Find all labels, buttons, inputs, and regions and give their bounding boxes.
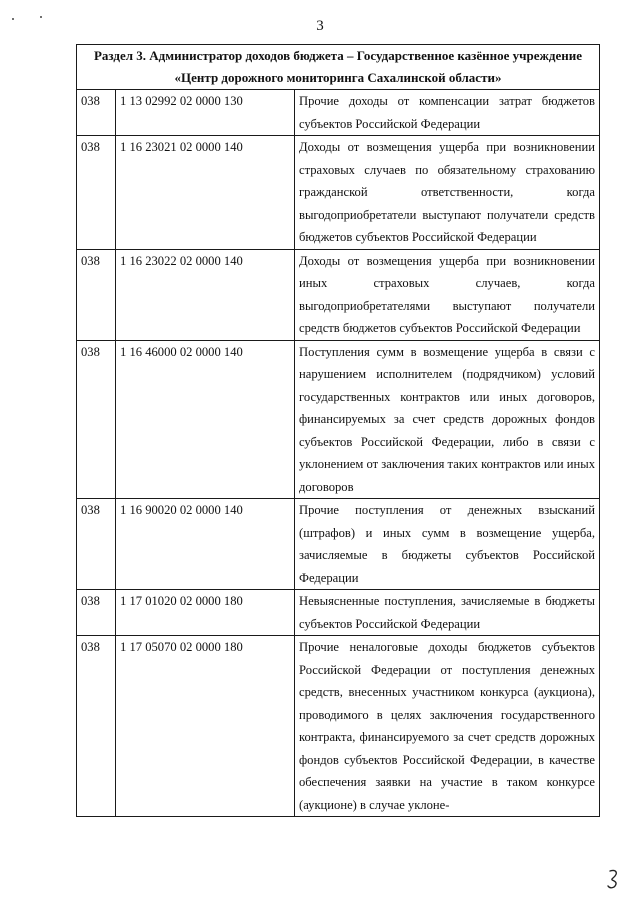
description-cell: Доходы от возмещения ущерба при возникновении иных страховых случаев, когда выгодоприобретателями выступают получатели средств бюджетов субъектов Российской Федерации bbox=[295, 249, 600, 340]
section-title-line-1: Раздел 3. Администратор доходов бюджета – Государственное казённое учреждение bbox=[93, 48, 583, 63]
kbk-code-cell: 1 16 23022 02 0000 140 bbox=[116, 249, 295, 340]
signature-mark bbox=[604, 867, 622, 891]
description-cell: Доходы от возмещения ущерба при возникновении страховых случаев по обязательному страхованию гражданской ответственности, когда выгодоприобретатели выступают получатели средств бюджетов субъектов Российской Федерации bbox=[295, 136, 600, 250]
section-title-line-2: «Центр дорожного мониторинга Сахалинской области» bbox=[174, 70, 502, 85]
admin-code-cell: 038 bbox=[77, 499, 116, 590]
scan-speck bbox=[40, 16, 42, 18]
table-row bbox=[77, 90, 600, 136]
kbk-code-cell: 1 16 46000 02 0000 140 bbox=[116, 340, 295, 499]
table-row bbox=[77, 249, 600, 340]
admin-code-cell: 038 bbox=[77, 340, 116, 499]
table-row bbox=[77, 499, 600, 590]
kbk-code-cell: 1 16 90020 02 0000 140 bbox=[116, 499, 295, 590]
revenue-classification-table bbox=[76, 44, 600, 817]
description-cell: Поступления сумм в возмещение ущерба в связи с нарушением исполнителем (подрядчиком) условий государственных контрактов или иных договоров, финансируемых за счет средств дорожных фондов субъектов Российской Федерации, либо в связи с уклонением от заключения таких контрактов или иных договоров bbox=[295, 340, 600, 499]
admin-code-cell: 038 bbox=[77, 136, 116, 250]
description-cell: Невыясненные поступления, зачисляемые в бюджеты субъектов Российской Федерации bbox=[295, 590, 600, 636]
description-cell: Прочие поступления от денежных взысканий (штрафов) и иных сумм в возмещение ущерба, зачисляемые в бюджеты субъектов Российской Федерации bbox=[295, 499, 600, 590]
description-cell: Прочие доходы от компенсации затрат бюджетов субъектов Российской Федерации bbox=[295, 90, 600, 136]
kbk-code-cell: 1 13 02992 02 0000 130 bbox=[116, 90, 295, 136]
section-header-row bbox=[77, 45, 600, 90]
table-row bbox=[77, 340, 600, 499]
section-title bbox=[77, 45, 600, 90]
table-row bbox=[77, 636, 600, 817]
admin-code-cell: 038 bbox=[77, 249, 116, 340]
kbk-code-cell: 1 17 01020 02 0000 180 bbox=[116, 590, 295, 636]
admin-code-cell: 038 bbox=[77, 636, 116, 817]
table-row bbox=[77, 590, 600, 636]
description-cell: Прочие неналоговые доходы бюджетов субъектов Российской Федерации от поступления денежных средств, внесенных участником конкурса (аукциона), проводимого в целях заключения государственного контракта, финансируемого за счет средств дорожных фондов субъектов Российской Федерации, в качестве обеспечения заявки на участие в таком конкурсе (аукционе) в случае уклоне- bbox=[295, 636, 600, 817]
table-row bbox=[77, 136, 600, 250]
admin-code-cell: 038 bbox=[77, 90, 116, 136]
kbk-code-cell: 1 16 23021 02 0000 140 bbox=[116, 136, 295, 250]
scan-speck bbox=[12, 18, 14, 20]
page-number: 3 bbox=[316, 18, 324, 34]
admin-code-cell: 038 bbox=[77, 590, 116, 636]
kbk-code-cell: 1 17 05070 02 0000 180 bbox=[116, 636, 295, 817]
